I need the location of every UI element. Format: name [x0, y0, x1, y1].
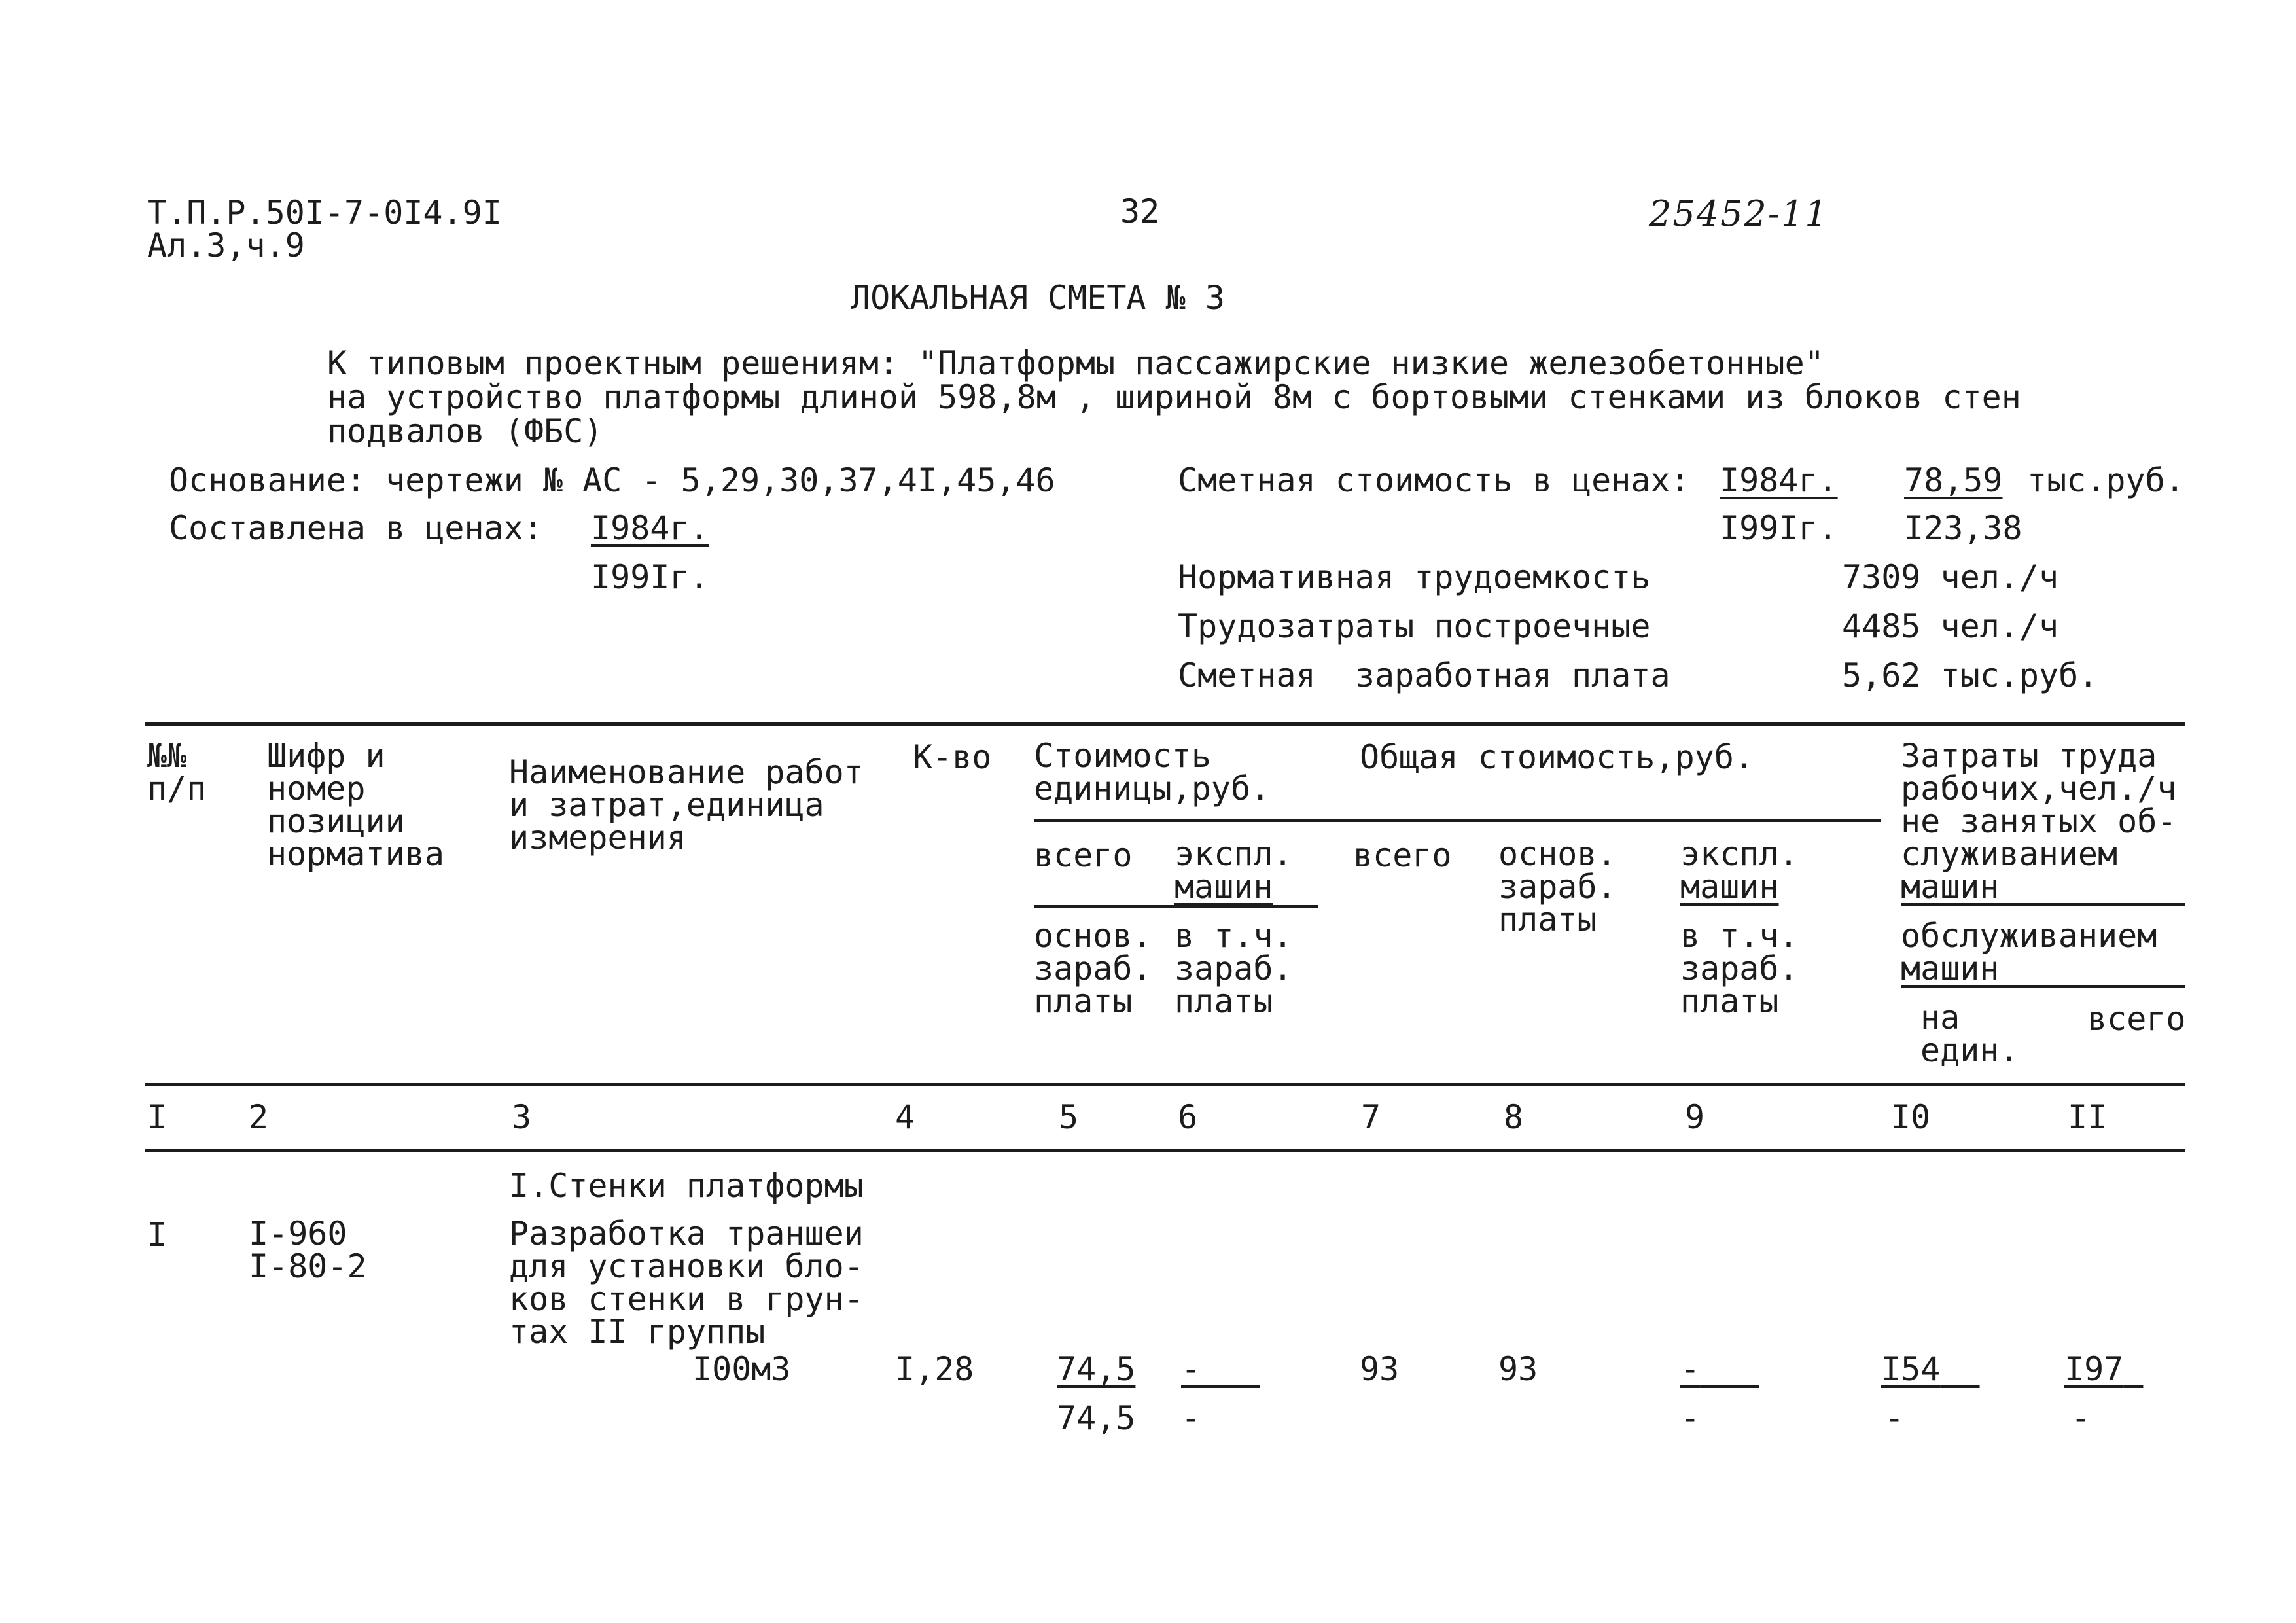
- row-total: 93: [1360, 1350, 1400, 1388]
- col-number: 9: [1685, 1098, 1705, 1136]
- col-number: 6: [1178, 1098, 1198, 1136]
- prices-year-1991: I99Iг.: [591, 558, 709, 596]
- row-total-machines: -: [1680, 1350, 1701, 1388]
- row-number: I: [147, 1216, 168, 1254]
- col-number: II: [2068, 1098, 2108, 1136]
- header-quantity: К-во: [913, 738, 992, 776]
- row-labor-total: I97: [2064, 1350, 2124, 1388]
- document-title: ЛОКАЛЬНАЯ СМЕТА № 3: [851, 279, 1225, 317]
- col-number: 3: [512, 1098, 532, 1136]
- col-number: 8: [1504, 1098, 1524, 1136]
- header-unit-machines: экспл. машин: [1174, 835, 1293, 906]
- cost-unit: тыс.руб.: [2027, 461, 2185, 499]
- col-numbers-bottom-rule: [145, 1149, 2185, 1152]
- row-unit-machines: -: [1181, 1350, 1201, 1388]
- cost-value-1984: 78,59: [1904, 461, 2003, 499]
- section-title: I.Стенки платформы: [509, 1167, 864, 1205]
- row-labor-total-serving: -: [2071, 1399, 2091, 1437]
- header-bottom-rule: [145, 1083, 2185, 1086]
- cost-header-rule: [1034, 819, 1881, 822]
- cost-value-1991: I23,38: [1904, 509, 2022, 547]
- row-unit-machines-wage: -: [1181, 1399, 1201, 1437]
- album-number: Ал.3,ч.9: [147, 226, 305, 264]
- row-unit-basic-wage: 74,5: [1057, 1399, 1136, 1437]
- header-labor-serving: обслуживанием машин: [1901, 917, 2157, 988]
- header-total-machines: экспл. машин: [1680, 835, 1799, 906]
- prices-label: Составлена в ценах:: [169, 509, 543, 547]
- labor-norm-label: Нормативная трудоемкость: [1178, 558, 1651, 596]
- header-total-all: всего: [1353, 836, 1452, 874]
- header-total-cost: Общая стоимость,руб.: [1360, 738, 1754, 776]
- estimated-cost-label: Сметная стоимость в ценах:: [1178, 461, 1690, 499]
- header-unit-cost: Стоимость единицы,руб.: [1034, 737, 1271, 808]
- header-row-number: №№ п/п: [147, 737, 207, 808]
- header-labor-total: всего: [2087, 1000, 2186, 1038]
- wage-value: 5,62 тыс.руб.: [1842, 656, 2098, 694]
- header-unit-basic-wage: основ. зараб. платы: [1034, 917, 1152, 1020]
- row-unit-total: 74,5: [1057, 1350, 1136, 1388]
- prices-year-1984: I984г.: [591, 509, 709, 547]
- table-top-rule: [145, 722, 2185, 726]
- cost-year-1991: I99Iг.: [1720, 509, 1838, 547]
- header-unit-machines-wage: в т.ч. зараб. платы: [1174, 917, 1293, 1020]
- header-labor: Затраты труда рабочих,чел./ч не занятых об- служиванием машин: [1901, 737, 2177, 906]
- header-unit-total: всего: [1034, 836, 1133, 874]
- col-number: I0: [1891, 1098, 1931, 1136]
- header-work-name: Наименование работ и затрат,единица измерения: [509, 753, 864, 857]
- row-labor-per-unit-serving: -: [1884, 1399, 1905, 1437]
- col-number: 2: [249, 1098, 269, 1136]
- col-number: 4: [895, 1098, 915, 1136]
- page-number: 32: [1120, 192, 1160, 230]
- row-total-machines-wage: -: [1680, 1399, 1701, 1437]
- doc-code: Т.П.Р.50I-7-0I4.9I: [147, 194, 502, 232]
- col-number: 7: [1361, 1098, 1381, 1136]
- header-norm-code: Шифр и номер позиции норматива: [267, 737, 444, 873]
- labor-norm-value: 7309 чел./ч: [1842, 558, 2059, 596]
- wage-label: Сметная заработная плата: [1178, 656, 1670, 694]
- subtitle-line-2: на устройство платформы длиной 598,8м , шириной 8м с бортовыми стенками из блоков стен: [327, 378, 2021, 416]
- header-total-basic-wage: основ. зараб. платы: [1498, 835, 1617, 938]
- header-labor-per-unit: на един.: [1920, 999, 2019, 1069]
- cost-year-1984: I984г.: [1720, 461, 1838, 499]
- header-total-machines-wage: в т.ч. зараб. платы: [1680, 917, 1799, 1020]
- labor-site-label: Трудозатраты построечные: [1178, 607, 1651, 645]
- labor-site-value: 4485 чел./ч: [1842, 607, 2059, 645]
- handwritten-number: 25452-11: [1649, 193, 1829, 234]
- row-unit: I00м3: [692, 1350, 791, 1388]
- basis-label: Основание: чертежи № АС - 5,29,30,37,4I,45,46: [169, 461, 1055, 499]
- row-quantity: I,28: [895, 1350, 974, 1388]
- subtitle-line-1: К типовым проектным решениям: "Платформы пассажирские низкие железобетонные": [327, 344, 1824, 382]
- row-description: Разработка траншеи для установки бло- ков стенки в грун- тах II группы: [509, 1215, 864, 1351]
- col-number: 5: [1059, 1098, 1079, 1136]
- row-norm-code: I-960 I-80-2: [249, 1215, 367, 1285]
- row-total-basic-wage: 93: [1498, 1350, 1538, 1388]
- row-labor-per-unit: I54: [1881, 1350, 1941, 1388]
- subtitle-line-3: подвалов (ФБС): [327, 412, 603, 450]
- col-number: I: [147, 1098, 168, 1136]
